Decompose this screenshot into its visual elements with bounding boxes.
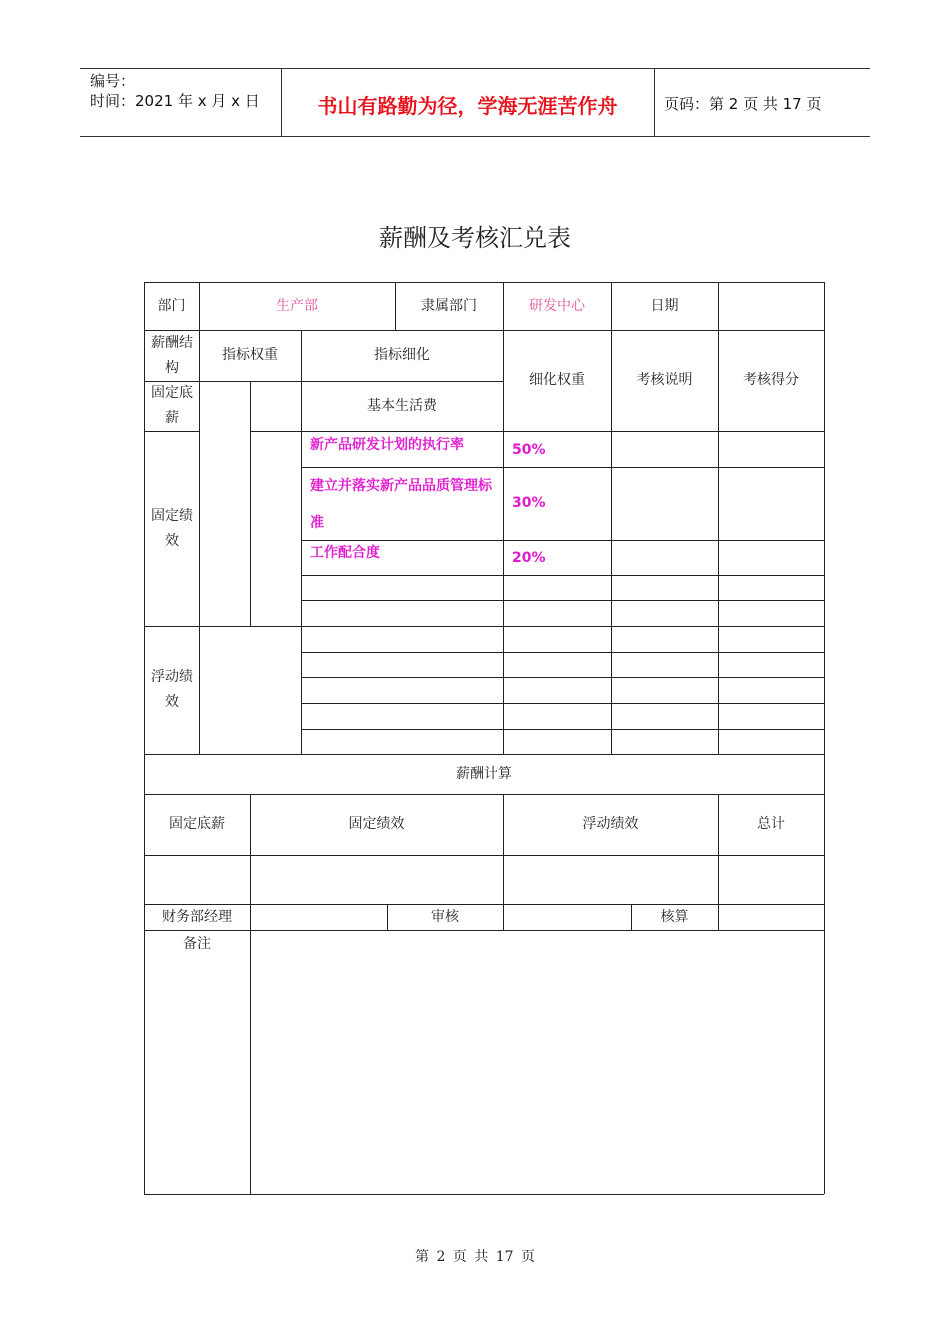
table-rule bbox=[301, 575, 824, 576]
date-label: 日期 bbox=[650, 297, 679, 314]
basic-living-label: 基本生活费 bbox=[367, 397, 437, 414]
finance-manager-label: 财务部经理 bbox=[162, 908, 232, 925]
table-rule bbox=[144, 1194, 824, 1195]
perf-item-name: 建立并落实新产品品质管理标准 bbox=[310, 478, 492, 531]
header-bottom-rule bbox=[80, 136, 870, 137]
perf-item-name: 工作配合度 bbox=[310, 545, 380, 561]
float-perf-label: 浮动绩效 bbox=[151, 669, 193, 710]
salary-structure-label: 薪酬结构 bbox=[151, 335, 193, 376]
calc-fixed-perf-header: 固定绩效 bbox=[348, 816, 405, 832]
header-top-rule bbox=[80, 68, 870, 69]
remarks-label: 备注 bbox=[183, 936, 211, 952]
parent-dept-value: 研发中心 bbox=[529, 297, 585, 314]
perf-item-weight: 30% bbox=[512, 495, 546, 511]
fixed-perf-label: 固定绩效 bbox=[151, 507, 193, 549]
table-rule bbox=[144, 930, 824, 931]
salary-calc-label: 薪酬计算 bbox=[456, 765, 512, 782]
parent-dept-label: 隶属部门 bbox=[421, 297, 477, 314]
perf-item-weight: 50% bbox=[512, 442, 546, 458]
table-rule bbox=[301, 652, 824, 653]
table-rule bbox=[250, 381, 251, 626]
calc-fixed-base-header: 固定底薪 bbox=[169, 816, 225, 832]
table-rule bbox=[824, 282, 825, 1194]
indicator-detail-header: 指标细化 bbox=[374, 347, 430, 363]
perf-item-weight: 20% bbox=[512, 550, 546, 566]
detail-weight-header: 细化权重 bbox=[529, 372, 585, 388]
table-rule bbox=[301, 677, 824, 678]
calc-total-header: 总计 bbox=[757, 816, 785, 832]
table-rule bbox=[250, 431, 824, 432]
table-rule bbox=[301, 703, 824, 704]
header-time-label: 时间：2021 年 x 月 x 日 bbox=[90, 92, 260, 110]
review-label: 审核 bbox=[431, 908, 459, 925]
header-page-label: 页码：第 2 页 共 17 页 bbox=[664, 95, 822, 113]
table-rule bbox=[144, 626, 824, 627]
header-divider bbox=[654, 68, 655, 136]
table-rule bbox=[144, 855, 824, 856]
page-title: 薪酬及考核汇兑表 bbox=[379, 224, 571, 252]
dept-label: 部门 bbox=[157, 297, 186, 314]
table-rule bbox=[301, 729, 824, 730]
header-number-label: 编号： bbox=[90, 72, 136, 90]
header-motto: 书山有路勤为径，学海无涯苦作舟 bbox=[317, 94, 618, 118]
perf-item-name: 新产品研发计划的执行率 bbox=[310, 437, 464, 453]
accounting-label: 核算 bbox=[660, 908, 689, 925]
calc-float-perf-header: 浮动绩效 bbox=[582, 816, 639, 832]
page-footer: 第 2 页 共 17 页 bbox=[415, 1249, 535, 1265]
indicator-weight-header: 指标权重 bbox=[222, 347, 278, 363]
assessment-note-header: 考核说明 bbox=[636, 372, 693, 388]
table-rule bbox=[144, 282, 145, 1194]
table-rule bbox=[301, 600, 824, 601]
assessment-score-header: 考核得分 bbox=[743, 372, 799, 388]
date-value bbox=[718, 282, 824, 330]
dept-value: 生产部 bbox=[276, 297, 318, 314]
fixed-base-label: 固定底薪 bbox=[151, 385, 193, 426]
